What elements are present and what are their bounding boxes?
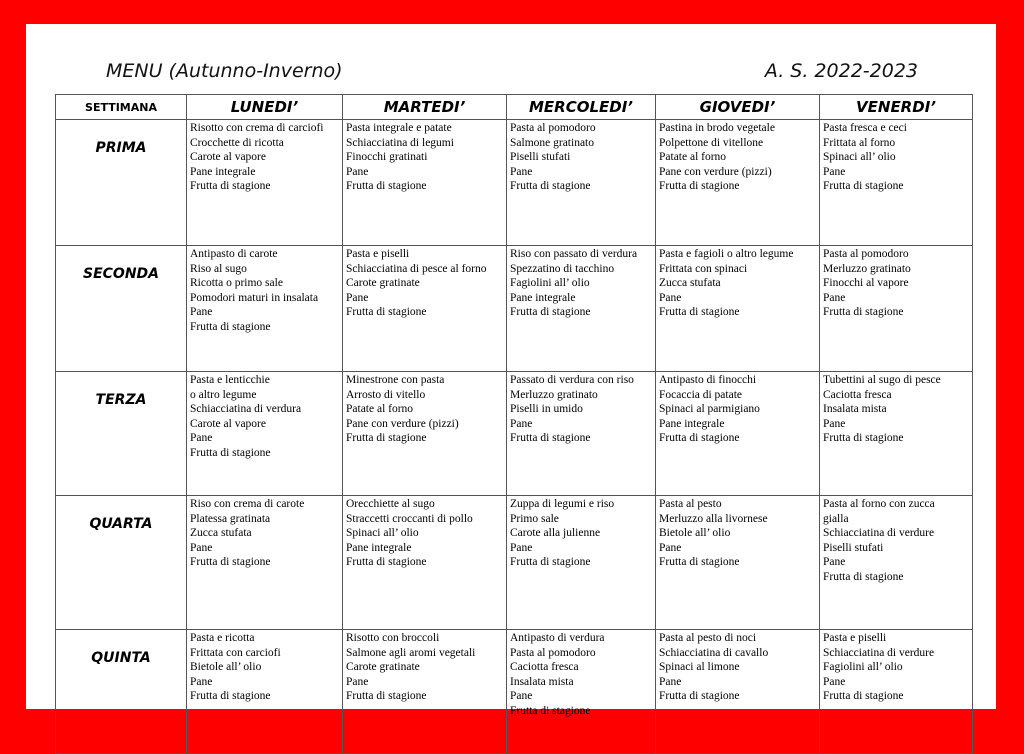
dish-item: Pasta e ricotta	[190, 632, 255, 644]
dish-item: Pane	[190, 432, 213, 445]
dish-item: Finocchi al vapore	[823, 277, 909, 290]
dish-item: Orecchiette al sugo	[346, 498, 435, 510]
week-label: QUARTA	[56, 496, 187, 630]
dish-item: Spinaci all’ olio	[346, 527, 419, 540]
dish-item: Frutta di stagione	[659, 690, 740, 703]
dish-item: Frutta di stagione	[346, 432, 427, 445]
menu-sheet	[26, 24, 996, 717]
menu-table	[55, 94, 973, 754]
menu-cell-thursday	[656, 120, 820, 246]
menu-cell-wednesday	[507, 496, 656, 630]
dish-item: Zuppa di legumi e riso	[510, 498, 615, 510]
dish-item: Pasta integrale e patate	[346, 122, 452, 134]
dish-item: Insalata mista	[510, 675, 574, 688]
dish-item: gialla	[823, 512, 849, 525]
dish-item: Pane integrale	[659, 417, 725, 430]
menu-cell-friday	[820, 496, 973, 630]
dish-item: Pane	[510, 690, 533, 703]
dish-item: Antipasto di verdura	[510, 632, 605, 644]
dish-item: Finocchi gratinati	[346, 151, 428, 164]
dish-item: Pane	[823, 417, 846, 430]
menu-cell-tuesday	[343, 496, 507, 630]
week-row	[56, 372, 973, 496]
dish-item: Frutta di stagione	[659, 180, 740, 193]
dish-item: Fagiolini all’ olio	[823, 661, 903, 674]
dish-item: Carote gratinate	[346, 661, 420, 674]
menu-cell-tuesday	[343, 246, 507, 372]
dish-item: Antipasto di carote	[190, 248, 278, 260]
dish-item: Carote al vapore	[190, 151, 266, 164]
dish-item: Carote alla julienne	[510, 527, 601, 540]
dish-item: Bietole all’ olio	[190, 661, 262, 674]
week-label: SECONDA	[56, 246, 187, 372]
dish-item: Pane	[190, 675, 213, 688]
dish-item: Frutta di stagione	[346, 180, 427, 193]
week-row	[56, 246, 973, 372]
dish-item: Schiacciatina di verdure	[823, 527, 935, 540]
dish-item: Frutta di stagione	[190, 690, 271, 703]
dish-item: o altro legume	[190, 388, 257, 401]
dish-item: Piselli stufati	[510, 151, 571, 164]
dish-item: Platessa gratinata	[190, 512, 271, 525]
dish-item: Pane con verdure (pizzi)	[659, 165, 772, 178]
dish-item: Pomodori maturi in insalata	[190, 291, 319, 304]
dish-item: Frutta di stagione	[823, 180, 904, 193]
day-header-wednesday: MERCOLEDI’	[507, 95, 656, 120]
menu-cell-friday	[820, 246, 973, 372]
school-year: A. S. 2022-2023	[764, 60, 918, 82]
dish-item: Pasta e fagioli o altro legume	[659, 248, 794, 260]
dish-item: Frutta di stagione	[190, 320, 271, 333]
dish-item: Frutta di stagione	[823, 690, 904, 703]
dish-item: Pane	[659, 675, 682, 688]
dish-item: Frutta di stagione	[510, 306, 591, 319]
dish-item: Focaccia di patate	[659, 388, 743, 401]
dish-item: Salmone agli aromi vegetali	[346, 646, 476, 659]
dish-item: Pasta al pomodoro	[510, 646, 596, 659]
dish-item: Frutta di stagione	[823, 570, 904, 583]
dish-item: Salmone gratinato	[510, 136, 594, 149]
dish-item: Frutta di stagione	[346, 306, 427, 319]
menu-cell-monday	[187, 120, 343, 246]
dish-item: Pasta al forno con zucca	[823, 498, 935, 510]
dish-item: Pasta e piselli	[346, 248, 410, 260]
dish-item: Insalata mista	[823, 403, 887, 416]
day-header-tuesday: MARTEDI’	[343, 95, 507, 120]
dish-item: Pasta al pomodoro	[510, 122, 596, 134]
dish-item: Risotto con broccoli	[346, 632, 440, 644]
dish-item: Spinaci al limone	[659, 661, 740, 674]
header-row	[56, 95, 973, 120]
dish-item: Pane	[510, 541, 533, 554]
dish-item: Patate al forno	[346, 403, 414, 416]
week-row	[56, 496, 973, 630]
dish-item: Schiacciatina di pesce al forno	[346, 262, 487, 275]
dish-item: Frutta di stagione	[190, 180, 271, 193]
dish-item: Pasta al pesto	[659, 498, 722, 510]
dish-item: Frutta di stagione	[510, 704, 591, 717]
dish-item: Pasta al pomodoro	[823, 248, 909, 260]
menu-cell-wednesday	[507, 372, 656, 496]
menu-cell-wednesday	[507, 246, 656, 372]
dish-item: Pane	[510, 165, 533, 178]
dish-item: Fagiolini all’ olio	[510, 277, 590, 290]
dish-item: Pane	[823, 556, 846, 569]
dish-item: Crocchette di ricotta	[190, 136, 284, 149]
menu-cell-tuesday	[343, 120, 507, 246]
dish-item: Riso con passato di verdura	[510, 248, 638, 260]
dish-item: Frittata al forno	[823, 136, 896, 149]
dish-item: Pane	[659, 291, 682, 304]
dish-item: Pane	[510, 417, 533, 430]
dish-item: Frutta di stagione	[659, 306, 740, 319]
dish-item: Polpettone di vitellone	[659, 136, 764, 149]
dish-item: Frutta di stagione	[659, 432, 740, 445]
dish-item: Schiacciatina di verdure	[823, 646, 935, 659]
dish-item: Antipasto di finocchi	[659, 374, 757, 386]
dish-item: Merluzzo alla livornese	[659, 512, 768, 525]
menu-cell-thursday	[656, 496, 820, 630]
dish-item: Pane	[823, 165, 846, 178]
dish-item: Carote al vapore	[190, 417, 266, 430]
dish-item: Bietole all’ olio	[659, 527, 731, 540]
menu-cell-friday	[820, 372, 973, 496]
dish-item: Pasta al pesto di noci	[659, 632, 757, 644]
dish-item: Frutta di stagione	[190, 446, 271, 459]
dish-item: Zucca stufata	[190, 527, 252, 540]
menu-cell-friday	[820, 120, 973, 246]
dish-item: Merluzzo gratinato	[510, 388, 598, 401]
dish-item: Zucca stufata	[659, 277, 721, 290]
dish-item: Risotto con crema di carciofi	[190, 122, 324, 134]
dish-item: Riso al sugo	[190, 262, 247, 275]
dish-item: Tubettini al sugo di pesce	[823, 374, 941, 386]
dish-item: Frittata con spinaci	[659, 262, 748, 275]
dish-item: Piselli in umido	[510, 403, 583, 416]
dish-item: Piselli stufati	[823, 541, 884, 554]
dish-item: Passato di verdura con riso	[510, 374, 634, 386]
dish-item: Ricotta o primo sale	[190, 277, 283, 290]
dish-item: Frutta di stagione	[510, 432, 591, 445]
dish-item: Frutta di stagione	[346, 690, 427, 703]
dish-item: Pane	[190, 541, 213, 554]
dish-item: Pasta e piselli	[823, 632, 887, 644]
day-header-monday: LUNEDI’	[187, 95, 343, 120]
dish-item: Primo sale	[510, 512, 559, 525]
dish-item: Pastina in brodo vegetale	[659, 122, 775, 134]
dish-item: Caciotta fresca	[823, 388, 892, 401]
week-label: QUINTA	[56, 630, 187, 754]
dish-item: Frittata con carciofi	[190, 646, 281, 659]
dish-item: Straccetti croccanti di pollo	[346, 512, 473, 525]
dish-item: Pane	[346, 291, 369, 304]
week-label: PRIMA	[56, 120, 187, 246]
dish-item: Frutta di stagione	[510, 180, 591, 193]
dish-item: Pane	[346, 675, 369, 688]
dish-item: Arrosto di vitello	[346, 388, 426, 401]
day-header-friday: VENERDI’	[820, 95, 973, 120]
menu-cell-tuesday	[343, 372, 507, 496]
menu-cell-wednesday	[507, 120, 656, 246]
dish-item: Frutta di stagione	[823, 432, 904, 445]
dish-item: Pane	[823, 675, 846, 688]
menu-cell-thursday	[656, 246, 820, 372]
week-row	[56, 120, 973, 246]
dish-item: Frutta di stagione	[346, 556, 427, 569]
menu-cell-monday	[187, 372, 343, 496]
week-label: TERZA	[56, 372, 187, 496]
dish-item: Pane	[823, 291, 846, 304]
dish-item: Pasta e lenticchie	[190, 374, 270, 386]
day-header-thursday: GIOVEDI’	[656, 95, 820, 120]
dish-item: Frutta di stagione	[823, 306, 904, 319]
dish-item: Caciotta fresca	[510, 661, 579, 674]
dish-item: Pasta fresca e ceci	[823, 122, 907, 134]
dish-item: Frutta di stagione	[510, 556, 591, 569]
dish-item: Patate al forno	[659, 151, 727, 164]
dish-item: Spinaci al parmigiano	[659, 403, 760, 416]
dish-item: Spinaci all’ olio	[823, 151, 896, 164]
menu-title: MENU (Autunno-Inverno)	[106, 60, 343, 82]
dish-item: Pane	[190, 306, 213, 319]
dish-item: Pane	[346, 165, 369, 178]
dish-item: Frutta di stagione	[190, 556, 271, 569]
dish-item: Schiacciatina di verdura	[190, 403, 302, 416]
dish-item: Pane integrale	[346, 541, 412, 554]
dish-item: Pane integrale	[510, 291, 576, 304]
dish-item: Riso con crema di carote	[190, 498, 305, 510]
dish-item: Frutta di stagione	[659, 556, 740, 569]
dish-item: Merluzzo gratinato	[823, 262, 911, 275]
dish-item: Spezzatino di tacchino	[510, 262, 615, 275]
menu-cell-monday	[187, 246, 343, 372]
corner-header: SETTIMANA	[56, 95, 187, 120]
dish-item: Schiacciatina di legumi	[346, 136, 454, 149]
dish-item: Pane	[659, 541, 682, 554]
dish-item: Schiacciatina di cavallo	[659, 646, 769, 659]
dish-item: Pane con verdure (pizzi)	[346, 417, 459, 430]
menu-cell-monday	[187, 496, 343, 630]
dish-item: Pane integrale	[190, 165, 256, 178]
dish-item: Carote gratinate	[346, 277, 420, 290]
menu-cell-thursday	[656, 372, 820, 496]
dish-item: Minestrone con pasta	[346, 374, 445, 386]
